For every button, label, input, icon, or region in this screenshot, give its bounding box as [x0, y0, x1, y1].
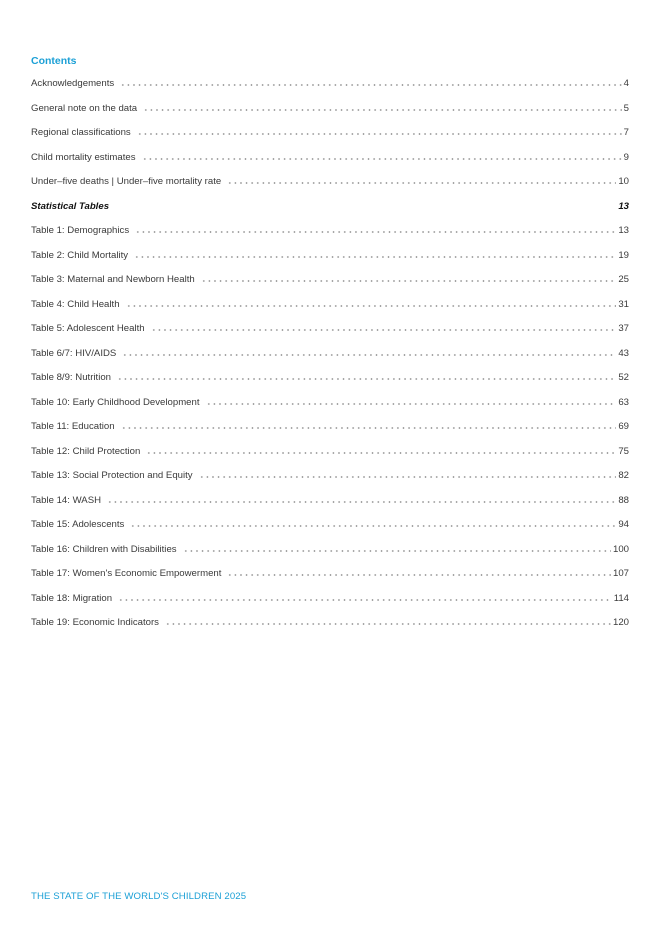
toc-entry-title: Under–five deaths | Under–five mortality rate	[31, 176, 222, 187]
toc-entry[interactable]	[31, 611, 629, 636]
toc-entry-title: Table 19: Economic Indicators	[31, 617, 159, 628]
toc-page-number: 107	[612, 568, 629, 579]
toc-entry[interactable]	[31, 268, 629, 293]
toc-entry[interactable]	[31, 317, 629, 342]
toc-entry-title: Table 16: Children with Disabilities	[31, 543, 177, 555]
toc-dot-leader	[121, 427, 617, 429]
toc-entry[interactable]	[31, 121, 629, 146]
toc-dot-leader	[130, 525, 616, 527]
toc-dot-leader	[117, 378, 616, 380]
toc-page-number: 5	[623, 102, 629, 114]
toc-entry[interactable]	[31, 513, 629, 538]
toc-entry[interactable]	[31, 440, 629, 465]
toc-page-number: 4	[623, 78, 629, 89]
toc-entry-title: Table 6/7: HIV/AIDS	[31, 347, 117, 359]
toc-entry-title: Table 5: Adolescent Health	[31, 323, 145, 334]
toc-page-number: 31	[618, 298, 629, 310]
toc-dot-leader	[199, 476, 617, 478]
toc-page-number: 52	[618, 372, 629, 383]
toc-dot-leader	[227, 182, 616, 184]
toc-entry-title: Table 14: WASH	[31, 494, 102, 506]
toc-entry-title: Acknowledgements	[31, 78, 115, 89]
toc-entry[interactable]	[31, 587, 629, 612]
toc-entry[interactable]	[31, 219, 629, 244]
toc-entry-title: Table 3: Maternal and Newborn Health	[31, 274, 195, 285]
toc-dot-leader	[126, 305, 617, 307]
toc-entry[interactable]	[31, 415, 629, 440]
toc-dot-leader	[122, 354, 616, 356]
toc-entry-title: Table 13: Social Protection and Equity	[31, 470, 193, 481]
toc-dot-leader	[227, 574, 611, 576]
toc-dot-leader	[143, 109, 622, 111]
toc-entry[interactable]	[31, 538, 629, 563]
toc-entry-title: Regional classifications	[31, 127, 131, 138]
toc-page-number: 7	[623, 127, 629, 138]
toc-entry[interactable]	[31, 72, 629, 97]
toc-entry[interactable]	[31, 562, 629, 587]
toc-entry-title: Table 17: Women's Economic Empowerment	[31, 568, 222, 579]
toc-dot-leader	[201, 280, 617, 282]
toc-dot-leader	[118, 599, 612, 601]
toc-page-number: 120	[612, 617, 629, 628]
toc-page-number: 114	[613, 592, 629, 604]
toc-entry-title: Table 12: Child Protection	[31, 445, 141, 457]
toc-entry[interactable]	[31, 293, 629, 318]
toc-dot-leader	[135, 231, 616, 233]
toc-dot-leader	[107, 501, 616, 503]
toc-entry[interactable]	[31, 146, 629, 171]
table-of-contents	[31, 72, 629, 636]
toc-dot-leader	[151, 329, 617, 331]
toc-entry[interactable]	[31, 97, 629, 122]
toc-entry[interactable]	[31, 170, 629, 195]
toc-page-number: 19	[618, 249, 629, 261]
toc-page-number: 94	[618, 519, 629, 530]
toc-entry[interactable]	[31, 464, 629, 489]
toc-dot-leader	[137, 133, 622, 135]
toc-page-number: 82	[618, 470, 629, 481]
toc-dot-leader	[115, 207, 616, 209]
toc-dot-leader	[183, 550, 611, 552]
toc-entry[interactable]	[31, 489, 629, 514]
toc-page-number: 88	[618, 494, 629, 506]
toc-page-number: 63	[618, 396, 629, 408]
toc-entry-title: Table 11: Education	[31, 421, 115, 432]
toc-page-number: 43	[618, 347, 629, 359]
toc-entry[interactable]	[31, 391, 629, 416]
toc-entry[interactable]	[31, 342, 629, 367]
toc-entry-title: Child mortality estimates	[31, 151, 136, 163]
toc-entry-title: General note on the data	[31, 102, 138, 114]
toc-section-heading	[31, 195, 629, 220]
page-title: Contents	[31, 55, 77, 67]
toc-entry-title: Table 4: Child Health	[31, 298, 120, 310]
toc-page-number: 25	[618, 274, 629, 285]
toc-page-number: 10	[618, 176, 629, 187]
toc-dot-leader	[120, 84, 621, 86]
toc-page-number: 100	[612, 543, 629, 555]
toc-entry-title: Table 2: Child Mortality	[31, 249, 129, 261]
toc-dot-leader	[206, 403, 617, 405]
toc-entry[interactable]	[31, 366, 629, 391]
toc-page-number: 69	[618, 421, 629, 432]
toc-dot-leader	[146, 452, 616, 454]
toc-dot-leader	[165, 623, 611, 625]
toc-page-number: 13	[618, 225, 629, 236]
toc-page-number: 13	[618, 200, 629, 212]
toc-entry[interactable]	[31, 244, 629, 269]
toc-entry-title: Table 15: Adolescents	[31, 519, 125, 530]
toc-entry-title: Table 1: Demographics	[31, 225, 130, 236]
toc-dot-leader	[142, 158, 622, 160]
toc-page-number: 37	[618, 323, 629, 334]
toc-entry-title: Table 18: Migration	[31, 592, 113, 604]
toc-entry-title: Statistical Tables	[31, 200, 110, 212]
toc-entry-title: Table 10: Early Childhood Development	[31, 396, 200, 408]
toc-page-number: 9	[623, 151, 629, 163]
toc-page-number: 75	[618, 445, 629, 457]
toc-dot-leader	[134, 256, 616, 258]
toc-entry-title: Table 8/9: Nutrition	[31, 372, 111, 383]
footer-publication-title: THE STATE OF THE WORLD'S CHILDREN 2025	[31, 891, 247, 902]
